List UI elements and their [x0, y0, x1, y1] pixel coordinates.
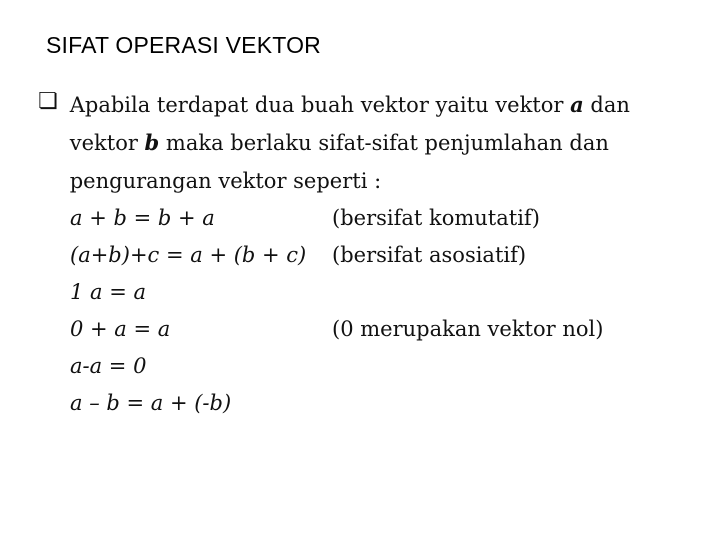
checkbox-bullet-icon: ❏ [38, 89, 58, 114]
property-row-commutative [70, 200, 678, 237]
property-formula: a – b = a + (-b) [70, 391, 232, 415]
intro-line-2-text: vektor [69, 131, 145, 155]
property-row-zero-vector [70, 311, 678, 348]
vector-b-symbol: b [144, 130, 160, 155]
property-row-subtraction [70, 385, 678, 422]
property-row-self-subtraction [70, 348, 678, 385]
property-formula: a + b = b + a [70, 206, 215, 230]
vector-a-symbol: a [570, 92, 584, 117]
intro-line-1-text: Apabila terdapat dua buah vektor yaitu vektor [69, 93, 571, 117]
intro-line-1 [70, 86, 630, 124]
property-note: (bersifat komutatif) [332, 206, 540, 230]
vector-properties-list [70, 200, 678, 422]
intro-line-1-end: dan [583, 93, 630, 117]
property-formula: 1 a = a [70, 280, 147, 304]
property-formula: (a+b)+c = a + (b + c) [70, 243, 307, 267]
property-formula: 0 + a = a [70, 317, 171, 341]
intro-line-3: pengurangan vektor seperti : [69, 169, 382, 193]
property-note: (0 merupakan vektor nol) [332, 317, 604, 341]
property-row-associative [70, 237, 678, 274]
slide-content [38, 86, 678, 422]
intro-line-2 [70, 124, 630, 162]
property-row-identity-scalar [70, 274, 678, 311]
intro-paragraph [38, 86, 678, 200]
property-note: (bersifat asosiatif) [332, 243, 527, 267]
property-formula: a-a = 0 [70, 354, 147, 378]
intro-text [70, 86, 630, 200]
slide-title: SIFAT OPERASI VEKTOR [46, 32, 321, 58]
intro-line-2-end: maka berlaku sifat-sifat penjumlahan dan [159, 131, 609, 155]
